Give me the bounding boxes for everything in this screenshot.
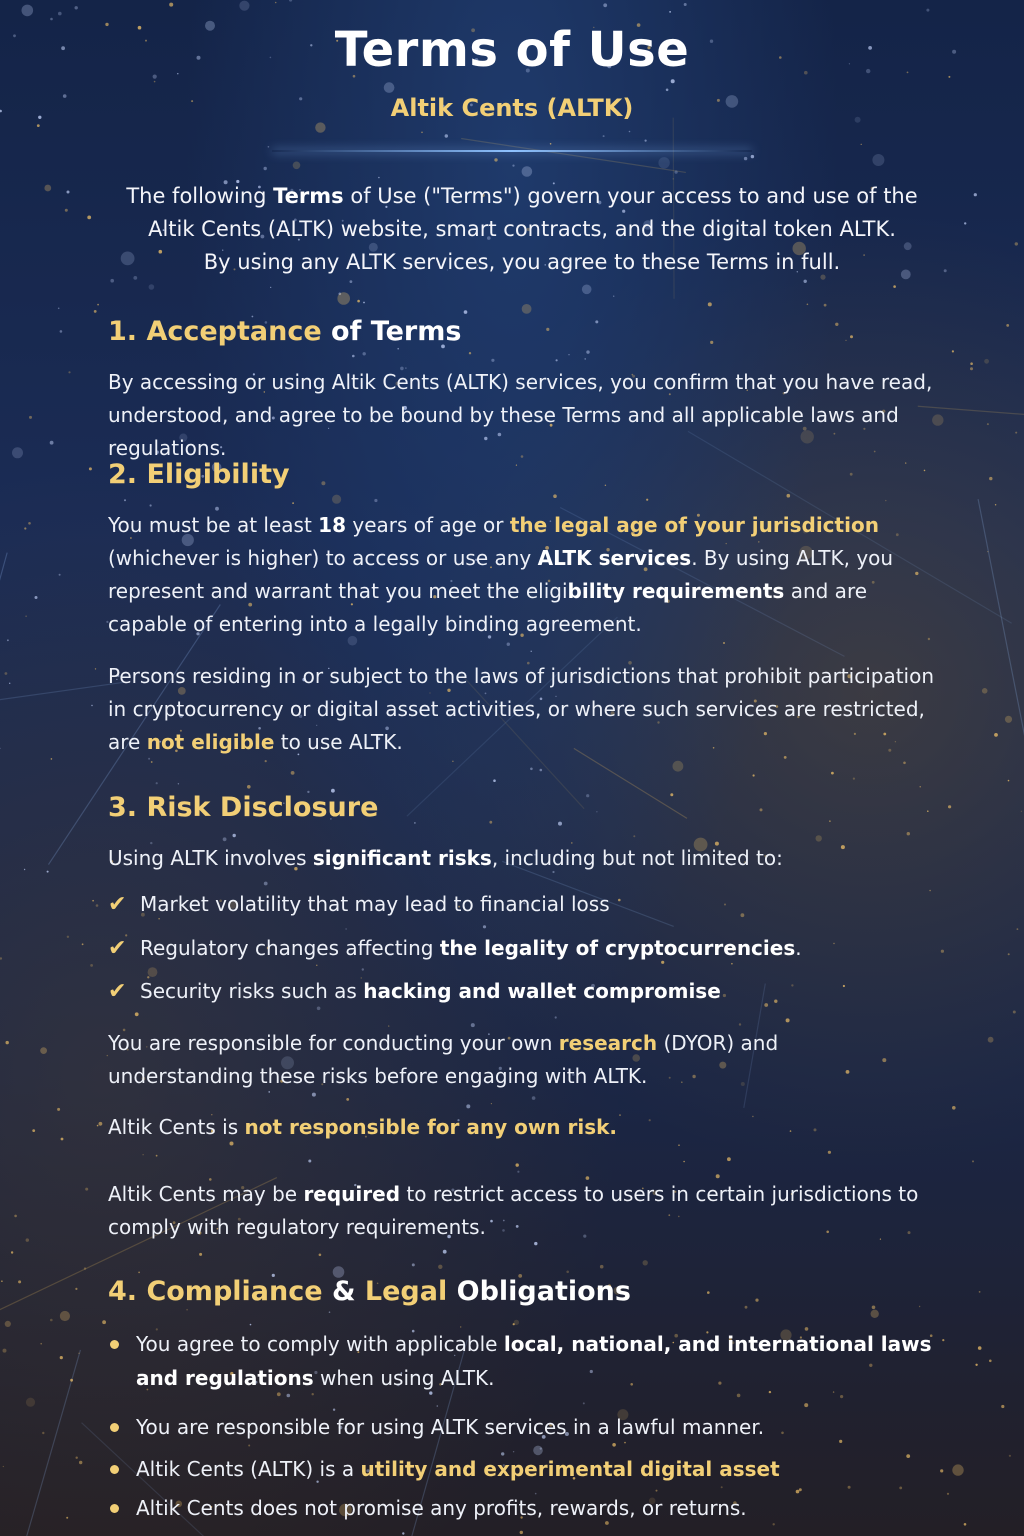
section-acceptance-body: By accessing or using Altik Cents (ALTK) services, you confirm that you have read, understood, and agree to be bound by these Terms and all applicable laws and regulations. — [108, 370, 933, 460]
title-divider — [272, 150, 752, 152]
section-heading-risk: 3. Risk Disclosure — [108, 792, 379, 823]
page-title: Terms of Use — [334, 22, 690, 78]
risk-intro: Using ALTK involves significant risks, including but not limited to: — [108, 846, 783, 870]
section-heading-acceptance: 1. Acceptance of Terms — [108, 316, 462, 347]
check-icon: ✔ — [108, 936, 127, 961]
risk-item-regulatory: ✔ Regulatory changes affecting the legality of cryptocurrencies. — [108, 933, 802, 964]
risk-liability-paragraph: Altik Cents is not responsible for any own risk. — [108, 1115, 618, 1139]
risk-item-security: ✔ Security risks such as hacking and wallet compromise — [108, 976, 721, 1007]
compliance-item-no-profits: Altik Cents does not promise any profits, rewards, or returns. — [108, 1491, 938, 1525]
check-icon: ✔ — [108, 979, 127, 1004]
check-icon: ✔ — [108, 892, 127, 917]
section-heading-compliance: 4. Compliance & Legal Obligations — [108, 1276, 631, 1307]
section-eligibility-restriction: Persons residing in or subject to the laws of jurisdictions that prohibit participation in cryptocurrency or digital asset activities, or where such services are restricted, are not eligible to use ALTK. — [108, 664, 935, 754]
bullet-icon — [110, 1423, 119, 1432]
risk-dyor-paragraph: You are responsible for conducting your own research (DYOR) and understanding these risks before engaging with ALTK. — [108, 1031, 779, 1088]
page-subtitle: Altik Cents (ALTK) — [390, 94, 634, 122]
risk-jurisdiction-paragraph: Altik Cents may be required to restrict access to users in certain jurisdictions to comply with regulatory requirements. — [108, 1182, 919, 1239]
compliance-item-laws: You agree to comply with applicable local, national, and international laws and regulations when using ALTK. — [108, 1327, 938, 1395]
bullet-icon — [110, 1504, 119, 1513]
risk-item-volatility: ✔ Market volatility that may lead to financial loss — [108, 889, 610, 920]
intro-paragraph: The following Terms of Use ("Terms") govern your access to and use of the Altik Cents (ALTK) website, smart contracts, and the digital token ALTK. By using any ALTK services, you agree to these Terms in full. — [126, 184, 918, 274]
bullet-icon — [110, 1465, 119, 1474]
compliance-item-utility: Altik Cents (ALTK) is a utility and experimental digital asset — [108, 1452, 938, 1486]
bullet-icon — [110, 1340, 119, 1349]
compliance-item-lawful: You are responsible for using ALTK services in a lawful manner. — [108, 1410, 938, 1444]
section-heading-eligibility: 2. Eligibility — [108, 459, 290, 490]
section-eligibility-body: You must be at least 18 years of age or the legal age of your jurisdiction (whichever is higher) to access or use any ALTK services. By using ALTK, you represent and warrant that you meet the eligibility requirements and are capable of entering into a legally binding agreement. — [108, 513, 894, 636]
